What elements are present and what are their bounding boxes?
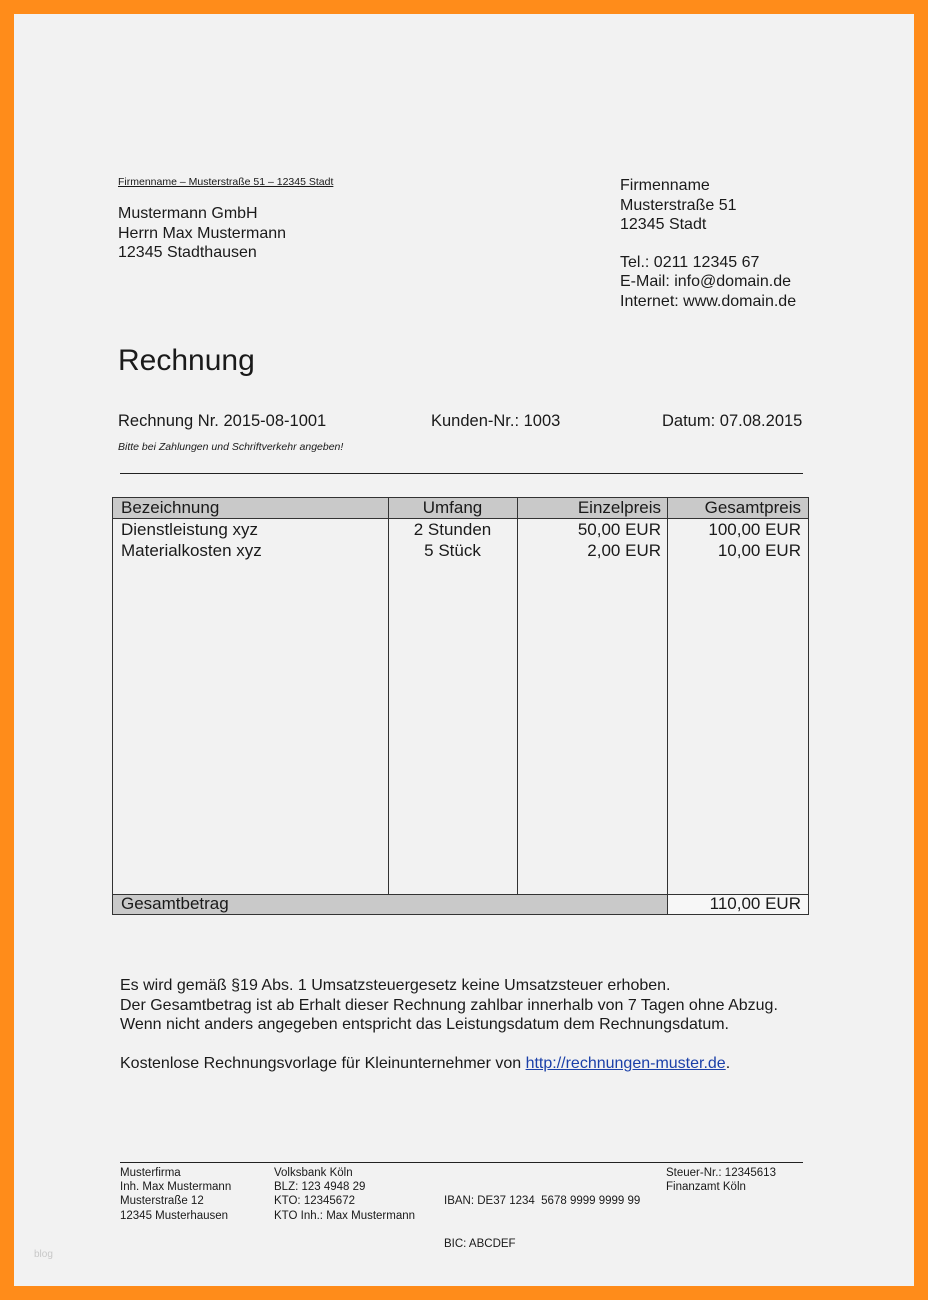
- row-total-price: 100,00 EUR: [708, 520, 801, 539]
- footer-line: Musterfirma: [120, 1167, 181, 1179]
- note-line: Es wird gemäß §19 Abs. 1 Umsatzsteuergesetz keine Umsatzsteuer erhoben.: [120, 977, 671, 994]
- footer-line: KTO: 12345672: [274, 1195, 355, 1208]
- recipient-line: Herrn Max Mustermann: [118, 224, 287, 242]
- sender-address-line: Firmenname – Musterstraße 51 – 12345 Stadt: [118, 176, 334, 188]
- footer-line: KTO Inh.: Max Mustermann: [274, 1209, 416, 1222]
- company-line: 12345 Stadt: [620, 216, 707, 233]
- footer-company: [120, 1166, 231, 1223]
- company-info: [620, 176, 796, 311]
- payment-notes: [120, 976, 778, 1074]
- note-line: Der Gesamtbetrag ist ab Erhalt dieser Rechnung zahlbar innerhalb von 7 Tagen ohne Abzug.: [120, 996, 778, 1014]
- company-line: Firmenname: [620, 177, 710, 194]
- footer-line: BIC: ABCDEF: [444, 1238, 516, 1251]
- row-quantity: 2 Stunden: [413, 520, 492, 539]
- invoice-page: [14, 14, 914, 1286]
- items-table: [112, 497, 809, 915]
- template-note-text: Kostenlose Rechnungsvorlage für Kleinunternehmer von: [120, 1055, 526, 1072]
- template-note: [120, 1054, 778, 1074]
- document-title: Rechnung: [118, 344, 255, 377]
- footer-tax: [666, 1166, 776, 1194]
- row-total-price: 10,00 EUR: [717, 541, 801, 560]
- total-value-box: [667, 894, 808, 914]
- customer-number: Kunden-Nr.: 1003: [431, 412, 561, 430]
- template-note-suffix: .: [725, 1055, 731, 1072]
- row-unit-price: 2,00 EUR: [587, 541, 661, 560]
- row-description: Dienstleistung xyz: [121, 520, 259, 539]
- watermark: blog: [34, 1249, 53, 1260]
- header-description: Bezeichnung: [121, 498, 220, 517]
- template-link[interactable]: http://rechnungen-muster.de: [525, 1055, 726, 1072]
- total-label: Gesamtbetrag: [121, 894, 229, 913]
- note-line: Wenn nicht anders angegeben entspricht das Leistungsdatum dem Rechnungsdatum.: [120, 1016, 729, 1033]
- reference-hint: Bitte bei Zahlungen und Schriftverkehr angeben!: [118, 441, 344, 453]
- recipient-address: [118, 204, 286, 263]
- recipient-line: 12345 Stadthausen: [118, 244, 257, 261]
- header-unit-price: Einzelpreis: [577, 498, 661, 517]
- recipient-line: Mustermann GmbH: [118, 205, 258, 222]
- total-label-bar: [113, 894, 667, 914]
- company-line: Musterstraße 51: [620, 196, 737, 214]
- total-value: 110,00 EUR: [709, 894, 801, 913]
- invoice-date: Datum: 07.08.2015: [662, 412, 803, 430]
- footer-line: Musterstraße 12: [120, 1195, 204, 1208]
- invoice-number: Rechnung Nr. 2015-08-1001: [118, 412, 327, 430]
- row-unit-price: 50,00 EUR: [577, 520, 661, 539]
- row-quantity: 5 Stück: [424, 541, 481, 560]
- company-website: Internet: www.domain.de: [620, 292, 797, 310]
- footer-iban: [444, 1166, 640, 1280]
- footer-line: BLZ: 123 4948 29: [274, 1181, 366, 1194]
- footer-bank: [274, 1166, 415, 1223]
- divider: [120, 473, 803, 474]
- footer-line: Steuer-Nr.: 12345613: [666, 1167, 776, 1179]
- company-phone: Tel.: 0211 12345 67: [620, 253, 760, 271]
- footer-divider: [120, 1162, 803, 1163]
- header-total-price: Gesamtpreis: [704, 498, 801, 517]
- row-description: Materialkosten xyz: [121, 541, 262, 560]
- footer-line: IBAN: DE37 1234 5678 9999 9999 99: [444, 1195, 641, 1208]
- company-email: E-Mail: info@domain.de: [620, 273, 791, 290]
- header-quantity: Umfang: [422, 498, 483, 517]
- footer-line: Inh. Max Mustermann: [120, 1181, 232, 1194]
- footer-line: Volksbank Köln: [274, 1167, 353, 1179]
- footer-line: 12345 Musterhausen: [120, 1209, 229, 1222]
- footer-line: Finanzamt Köln: [666, 1181, 746, 1194]
